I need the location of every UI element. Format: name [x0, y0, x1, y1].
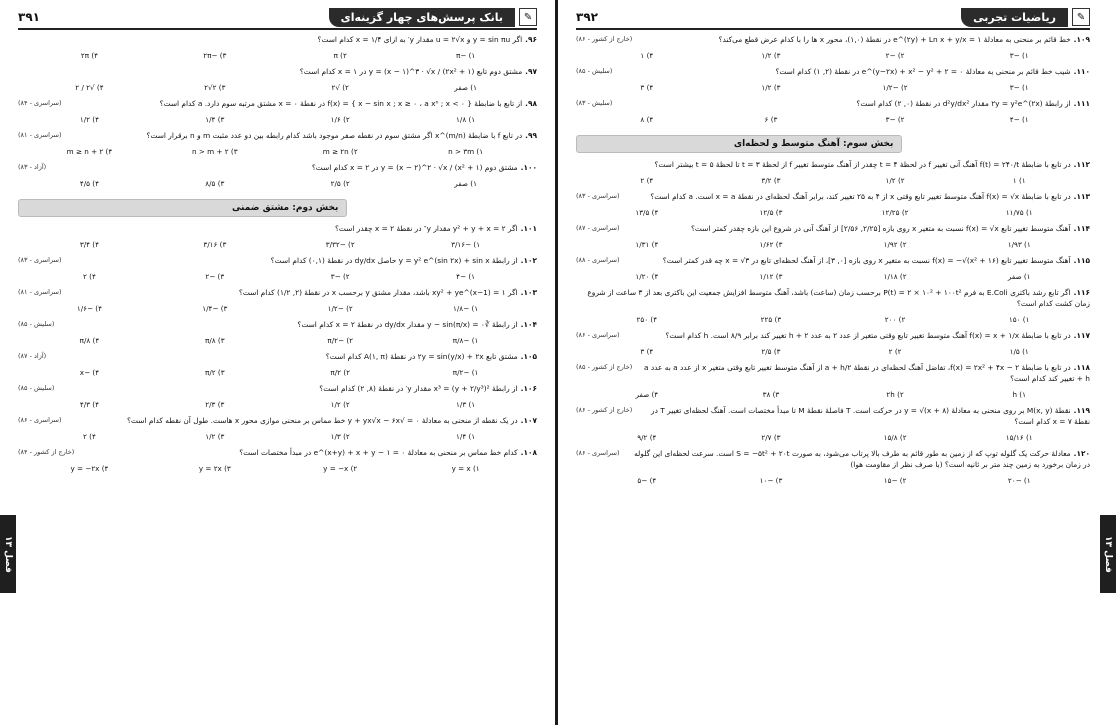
answer-option[interactable]: ۱) −۳	[1009, 51, 1029, 60]
book-logo-icon: ✎	[1072, 8, 1090, 26]
question	[576, 34, 1090, 63]
options-row	[18, 394, 537, 412]
answer-option[interactable]: ۴) ۲	[83, 432, 96, 441]
answer-option[interactable]: ۳) −۲	[205, 272, 225, 281]
question-stem	[576, 34, 1090, 45]
question-text-block	[24, 34, 537, 45]
answer-option[interactable]: ۴) ۴/۳	[79, 400, 99, 409]
question-text-block	[24, 66, 537, 77]
answer-option[interactable]: ۲) −۱۵	[883, 476, 907, 485]
options-row	[576, 427, 1090, 445]
question-number: ۱۰۵.	[520, 352, 537, 361]
answer-option[interactable]: ۳) ۶	[764, 115, 778, 124]
options-row	[576, 384, 1090, 402]
options-row	[576, 45, 1090, 63]
answer-option[interactable]: ۴) ۲	[640, 176, 654, 185]
answer-option[interactable]: ۱) ۱/۹۳	[1007, 240, 1031, 249]
question-stem	[576, 191, 1090, 202]
question-stem	[18, 66, 537, 77]
right-page-header	[576, 6, 1090, 30]
answer-option[interactable]: ۳) −۱/۴	[202, 304, 228, 313]
book-logo-icon: ✎	[519, 8, 537, 26]
question	[18, 447, 537, 476]
answer-option[interactable]: ۲) y = −x	[323, 464, 358, 473]
question	[18, 255, 537, 284]
answer-option[interactable]: ۴) π/۸	[79, 336, 100, 345]
question-stem	[576, 362, 1090, 384]
question	[18, 66, 537, 95]
options-row	[18, 458, 537, 476]
question-text: شیب خط قائم بر منحنی به معادلهٔ e^(y−۲x) + x² − y² + ۲ = ۰ در نقطهٔ (۲, ۱) کدام است؟	[775, 67, 1071, 76]
question-source: (سلیش - ۸۳)	[576, 99, 613, 107]
question-text: خط قائم بر منحنی به معادلهٔ e^(۲y) + Ln x + y/x = ۱ در نقطهٔ (۱,۰)، محور x ها را با کدام عرض قطع می‌کند؟	[718, 35, 1071, 44]
question-text: در یک نقطه از منحنی به معادلهٔ ۰ = √y + yx√x − ۶x خط مماس بر منحنی موازی محور x هاست. طول آن نقطه کدام است؟	[127, 416, 518, 425]
answer-option[interactable]: ۲) −۲	[885, 51, 905, 60]
answer-option[interactable]: ۳) ۱۲/۵	[759, 208, 783, 217]
answer-option[interactable]: ۴) ۸	[640, 115, 654, 124]
question-text-block	[638, 362, 1090, 384]
answer-option[interactable]: ۱) ۱/۳	[456, 400, 476, 409]
options-row	[18, 109, 537, 127]
question-source: (خارج از کشور - ۸۵)	[576, 363, 633, 371]
answer-option[interactable]: ۳) ۲√۲	[204, 83, 226, 92]
question-text: از تابع با ضابطهٔ f(x) = { x − sin x ; x ≥ ۰ ، a xⁿ ; x < ۰ } در نقطهٔ x = ۰ مشتق مرتبه سوم دارد. a کدام است؟	[159, 99, 523, 108]
answer-option[interactable]: ۲) ۱/۲	[330, 400, 350, 409]
question-text-block	[68, 130, 537, 141]
answer-option[interactable]: ۴) ۲	[83, 272, 96, 281]
question-stem	[18, 447, 537, 458]
answer-option[interactable]: ۲) ۱/۲	[885, 176, 905, 185]
question-number: ۱۰۸.	[520, 448, 537, 457]
answer-option[interactable]: ۱) −π	[455, 51, 476, 60]
right-page-number: ۳۹۲	[576, 10, 598, 24]
left-section-title: بخش دوم: مشتق ضمنی	[18, 199, 347, 217]
question	[18, 130, 537, 159]
right-chapter-tab: فصل ۱۳	[1100, 515, 1116, 593]
question-stem	[18, 34, 537, 45]
question-text-block	[52, 162, 537, 173]
question-source: (سلیش - ۸۵)	[18, 320, 55, 328]
answer-option[interactable]: ۲) ۱/۶	[330, 115, 350, 124]
question-source: (سراسری - ۸۶)	[18, 416, 62, 424]
question	[576, 255, 1090, 284]
options-row	[18, 234, 537, 252]
question-stem	[576, 255, 1090, 266]
question-stem	[18, 287, 537, 298]
answer-option[interactable]: ۱) صفر	[1007, 272, 1031, 281]
question-text: اگر y = sin πu و u = ۲√x مقدار y′ به ازای x = ۱/۴ کدام است؟	[317, 35, 523, 44]
options-row	[576, 266, 1090, 284]
answer-option[interactable]: ۴) ۹/۲	[637, 433, 657, 442]
question-number: ۱۱۵.	[1073, 256, 1090, 265]
answer-option[interactable]: ۳) ۱/۲	[205, 432, 225, 441]
question	[18, 351, 537, 380]
question-text-block	[24, 223, 537, 234]
answer-option[interactable]: ۴) ۳	[640, 347, 654, 356]
question-text-block	[626, 330, 1090, 341]
question-text: اگر xy² + ye^(x−1) = ۱ باشد، مقدار مشتق y برحسب x در نقطهٔ (۲, ۱/۲) کدام است؟	[238, 288, 518, 297]
answer-option[interactable]: ۳) −۲π	[203, 51, 227, 60]
answer-option[interactable]: ۴) ۲۵۰	[636, 315, 658, 324]
question	[576, 405, 1090, 445]
question-text-block	[638, 405, 1090, 427]
question-text: کدام خط مماس بر منحنی به معادلهٔ e^(x+y) + x + y − ۱ = ۰ در مبدأ مختصات است؟	[239, 448, 518, 457]
question-number: ۱۱۸.	[1073, 363, 1090, 372]
answer-option[interactable]: ۲) m ≥ ۲n	[322, 147, 358, 156]
left-page-number: ۳۹۱	[18, 10, 40, 24]
answer-option[interactable]: ۲) ۱/۳	[330, 432, 350, 441]
answer-option[interactable]: ۳) ۱/۴	[205, 115, 225, 124]
question-source: (سراسری - ۸۷)	[576, 224, 620, 232]
answer-option[interactable]: ۴) ۱/۲۰	[635, 272, 659, 281]
answer-option[interactable]: ۱) ۱/۵	[1009, 347, 1029, 356]
answer-option[interactable]: ۱) −۲۰	[1007, 476, 1031, 485]
answer-option[interactable]: ۱) ۱۵۰	[1008, 315, 1030, 324]
answer-option[interactable]: ۲) −۱/۲	[882, 83, 908, 92]
right-page	[558, 0, 1116, 725]
right-header-title: ریاضیات تجربی	[961, 8, 1068, 27]
question	[576, 191, 1090, 220]
answer-option[interactable]: ۳) ۱/۲	[761, 83, 781, 92]
question-text-block	[618, 66, 1090, 77]
question-number: ۱۱۶.	[1073, 288, 1090, 297]
answer-option[interactable]: ۴) −x	[79, 368, 100, 377]
answer-option[interactable]: ۳) ۱/۲	[761, 51, 781, 60]
question-number: ۱۰۷.	[520, 416, 537, 425]
answer-option[interactable]: ۳) n > m + ۲	[192, 147, 238, 156]
answer-option[interactable]: ۲) ۲/۵	[330, 179, 350, 188]
question-text: در تابع با ضابطهٔ f(x) = √x آهنگ متوسط تغییر تابع وقتی x از ۴ به ۲۵ تغییر کند، برابر آهنگ لحظه‌ای در نقطهٔ x = a است. a کدام است؟	[650, 192, 1071, 201]
right-questions-part1	[576, 34, 1090, 127]
question	[18, 287, 537, 316]
answer-option[interactable]: ۲) π	[333, 51, 347, 60]
question-text: در تابع f با ضابطهٔ x^(m/n) اگر مشتق سوم در نقطه صفر موجود باشد کدام رابطه بین دو عدد مثبت m و n برقرار است؟	[146, 131, 523, 140]
question-source: (آزاد - ۸۷)	[18, 352, 47, 360]
question-text-block	[626, 191, 1090, 202]
answer-option[interactable]: ۲) −۳	[330, 272, 350, 281]
question	[576, 159, 1090, 188]
question-text: مشتق دوم y = (x − ۲)^۲ · √x / (x² + ۱) در x = ۲ کدام است؟	[311, 163, 518, 172]
question-stem	[18, 319, 537, 330]
question-source: (سراسری - ۸۶)	[576, 449, 620, 457]
answer-option[interactable]: ۴) y = −۲x	[70, 464, 109, 473]
question-text: معادلهٔ حرکت یک گلوله توپ که از زمین به طور قائم به طرف بالا پرتاب می‌شود، به صورت S = −۵t² + ۲۰t است. سرعت لحظه‌ای این گلوله در زمان برخورد به زمین چند متر بر ثانیه است؟ (با صرف نظر از مقاومت هوا)	[634, 449, 1090, 469]
answer-option[interactable]: ۲) ۱۵/۸	[883, 433, 907, 442]
options-row	[576, 202, 1090, 220]
question	[576, 287, 1090, 327]
answer-option[interactable]: ۲) −۱/۲	[327, 304, 353, 313]
question-number: ۱۰۹.	[1073, 35, 1090, 44]
question-stem	[18, 255, 537, 266]
question-number: ۱۲۰.	[1073, 449, 1090, 458]
question-text: در تابع با ضابطهٔ f(x) = x + ۱/x آهنگ متوسط تغییر تابع وقتی متغیر از عدد ۲ به عدد ۲ + h تغییر کند برابر ۸/۹ است. h کدام است؟	[665, 331, 1071, 340]
question-stem	[576, 159, 1090, 170]
question-text-block	[60, 383, 537, 394]
question-text: از رابطهٔ y = y² e^(sin ۲x) + sin x حاصل dy/dx در نقطهٔ (۰,۱) کدام است؟	[270, 256, 518, 265]
options-row	[18, 173, 537, 191]
question-source: (خارج از کشور - ۸۶)	[576, 35, 633, 43]
question-stem	[576, 223, 1090, 234]
answer-option[interactable]: ۳) ۳/۱۶	[203, 240, 227, 249]
question	[18, 162, 537, 191]
left-chapter-tab: فصل ۱۳	[0, 515, 16, 593]
answer-option[interactable]: ۲) −π/۲	[327, 336, 354, 345]
question	[576, 448, 1090, 488]
question-source: (آزاد - ۸۳)	[18, 163, 47, 171]
answer-option[interactable]: ۳) ۲/۳	[205, 400, 225, 409]
answer-option[interactable]: ۳) π/۲	[205, 368, 225, 377]
question-source: (سراسری - ۸۱)	[18, 288, 62, 296]
question-stem	[18, 130, 537, 141]
question	[18, 34, 537, 63]
question-source: (سلیش - ۸۵)	[18, 384, 55, 392]
answer-option[interactable]: ۱) ۱/۴	[456, 432, 476, 441]
answer-option[interactable]: ۱) −۴	[1009, 115, 1029, 124]
answer-option[interactable]: ۱) ۱	[1012, 176, 1026, 185]
question-number: ۱۱۹.	[1073, 406, 1090, 415]
options-row	[576, 170, 1090, 188]
question	[18, 415, 537, 444]
answer-option[interactable]: ۲) π/۲	[330, 368, 350, 377]
answer-option[interactable]: ۳) ۳/۲	[761, 176, 781, 185]
question-number: ۱۱۰.	[1073, 67, 1090, 76]
options-row	[576, 341, 1090, 359]
answer-option[interactable]: ۴) صفر	[635, 390, 659, 399]
question	[576, 223, 1090, 252]
question-number: ۱۰۱.	[520, 224, 537, 233]
question-stem	[576, 287, 1090, 309]
answer-option[interactable]: ۴) ۳	[640, 83, 654, 92]
answer-option[interactable]: ۳) ۲/۷	[761, 433, 781, 442]
question-text-block	[626, 255, 1090, 266]
question-text-block	[68, 98, 537, 109]
question-stem	[576, 66, 1090, 77]
answer-option[interactable]: ۴) −۱/۶	[76, 304, 102, 313]
answer-option[interactable]: ۴) ۱/۲	[79, 115, 99, 124]
question-text-block	[626, 223, 1090, 234]
question-stem	[576, 98, 1090, 109]
options-row	[18, 45, 537, 63]
answer-option[interactable]: ۳) −۱۰	[759, 476, 783, 485]
question-text: در تابع با ضابطهٔ f(x) = ۲x² + ۴x − ۲، تفاضل آهنگ لحظه‌ای در نقطهٔ a + h/۲ از آهنگ متوسط تغییر تابع وقتی متغیر x از عدد a به عدد a + h تغییر کند کدام است؟	[643, 363, 1090, 383]
question-number: ۱۰۰.	[520, 163, 537, 172]
answer-option[interactable]: ۲) ۱۲/۲۵	[881, 208, 909, 217]
answer-option[interactable]: ۱) صفر	[454, 83, 477, 92]
question-stem	[576, 448, 1090, 470]
answer-option[interactable]: ۱) −۳/۱۶	[451, 240, 481, 249]
question-source: (سراسری - ۸۳)	[576, 192, 620, 200]
options-row	[18, 298, 537, 316]
left-page-header	[18, 6, 537, 30]
options-row	[18, 426, 537, 444]
question	[18, 383, 537, 412]
answer-option[interactable]: ۱) −۴	[456, 272, 476, 281]
question	[18, 223, 537, 252]
answer-option[interactable]: ۴) ۲π	[80, 51, 99, 60]
right-section-title: بخش سوم: آهنگ متوسط و لحظه‌ای	[576, 135, 902, 153]
question-text: از رابطهٔ x³ = (y + ۲/y³)² مقدار y′ در نقطهٔ (۸, ۲) کدام است؟	[319, 384, 518, 393]
options-row	[18, 77, 537, 95]
question-number: ۱۱۲.	[1073, 160, 1090, 169]
question-text: آهنگ متوسط تغییر تابع f(x) = −√(x² + ۱۶) نسبت به متغیر x روی بازه [۰, ۳]، از آهنگ لحظه‌ای تابع در x = √۳ چه قدر کمتر است؟	[662, 256, 1071, 265]
question-text: از رابطهٔ ۲y = y²e^(۲x) مقدار d²y/dx² در نقطهٔ (۰, ۲) کدام است؟	[856, 99, 1071, 108]
question	[576, 362, 1090, 402]
question-stem	[18, 98, 537, 109]
question-source: (خارج از کشور - ۸۶)	[576, 406, 633, 414]
answer-option[interactable]: ۲) −۳/۳۲	[325, 240, 355, 249]
options-row	[576, 77, 1090, 95]
question-text-block	[638, 34, 1090, 45]
question-stem	[576, 330, 1090, 341]
question-number: ۹۷.	[525, 67, 537, 76]
answer-option[interactable]: ۱) −π/۲	[452, 368, 479, 377]
question-stem	[18, 162, 537, 173]
question-stem	[18, 415, 537, 426]
question-number: ۱۰۴.	[520, 320, 537, 329]
left-questions-part1	[18, 34, 537, 191]
answer-option[interactable]: ۲) ۱/۹۲	[883, 240, 907, 249]
question	[18, 98, 537, 127]
answer-option[interactable]: ۳) ۱/۶۲	[759, 240, 783, 249]
options-row	[18, 141, 537, 159]
answer-option[interactable]: ۴) ۱۳/۵	[635, 208, 659, 217]
answer-option[interactable]: ۳) π/۸	[205, 336, 225, 345]
question	[576, 98, 1090, 127]
question-text: از رابطهٔ ∛y − sin(π/x) = ۰ مقدار dy/dx در نقطهٔ x = ۲ کدام است؟	[297, 320, 518, 329]
question-text-block	[68, 415, 537, 426]
question-text-block	[60, 319, 537, 330]
question-text-block	[68, 287, 537, 298]
question-number: ۱۱۷.	[1073, 331, 1090, 340]
answer-option[interactable]: ۴) ۴/۵	[79, 179, 99, 188]
question-text-block	[80, 447, 537, 458]
answer-option[interactable]: ۱) −۳	[1009, 83, 1029, 92]
question-number: ۱۰۶.	[520, 384, 537, 393]
question-source: (خارج از کشور - ۸۴)	[18, 448, 75, 456]
question	[576, 66, 1090, 95]
answer-option[interactable]: ۲) ۲	[888, 347, 902, 356]
answer-option[interactable]: ۴) √۲ / ۲	[75, 83, 104, 92]
answer-option[interactable]: ۳) ۲/۵	[761, 347, 781, 356]
question-text: در تابع با ضابطهٔ f(t) = ۲۴۰/t آهنگ آنی تغییر f در لحظهٔ t = ۴ چقدر از آهنگ متوسط تغییر f از لحظهٔ t = ۳ تا لحظهٔ t = ۵ بیشتر است؟	[654, 160, 1071, 169]
question-text: نقطهٔ M(x, y) بر روی منحنی به معادلهٔ y = √(x + ۸) در حرکت است. T فاصلهٔ نقطهٔ M تا مبدأ مختصات است. آهنگ لحظه‌ای تغییر T در نقطهٔ x = ۷ کدام است؟	[651, 406, 1090, 426]
question-number: ۱۰۲.	[520, 256, 537, 265]
question-text-block	[582, 159, 1090, 170]
answer-option[interactable]: ۱) صفر	[454, 179, 477, 188]
question-source: (سلیش - ۸۵)	[576, 67, 613, 75]
question-text: مشتق دوم تابع y = (x − ۱)^۳ · √x / (۲x² + ۱) در x = ۱ کدام است؟	[299, 67, 523, 76]
answer-option[interactable]: ۱) n > ۳m	[448, 147, 484, 156]
answer-option[interactable]: ۲) ۲h	[886, 390, 904, 399]
answer-option[interactable]: ۱) −۱/۸	[453, 304, 479, 313]
question-stem	[18, 383, 537, 394]
answer-option[interactable]: ۲) ۱/۱۸	[883, 272, 907, 281]
answer-option[interactable]: ۱) y = x	[451, 464, 480, 473]
question-source: (سراسری - ۸۳)	[18, 256, 62, 264]
question-stem	[576, 405, 1090, 427]
answer-option[interactable]: ۱) ۱۵/۱۶	[1005, 433, 1033, 442]
question-number: ۱۱۴.	[1073, 224, 1090, 233]
answer-option[interactable]: ۲) −۳	[885, 115, 905, 124]
answer-option[interactable]: ۲) ۲۰۰	[884, 315, 906, 324]
answer-option[interactable]: ۴) m ≥ n + ۲	[66, 147, 113, 156]
question-number: ۹۸.	[525, 99, 537, 108]
answer-option[interactable]: ۲) √۲	[331, 83, 349, 92]
options-row	[576, 470, 1090, 488]
question-source: (سراسری - ۸۴)	[18, 99, 62, 107]
left-header-title: بانک پرسش‌های چهار گزینه‌ای	[329, 8, 515, 27]
options-row	[18, 362, 537, 380]
question-text: اگر تابع رشد باکتری E.Coli به فرم P(t) = ۲ × ۱۰² + ۱۰۰t² برحسب زمان (ساعت) باشد، آهنگ متوسط افزایش جمعیت این باکتری بعد از ۳ ساعت از شروع زمان کشت کدام است؟	[587, 288, 1090, 308]
question-text-block	[582, 287, 1090, 309]
answer-option[interactable]: ۱) ۱/۸	[456, 115, 476, 124]
question-source: (سراسری - ۸۶)	[576, 331, 620, 339]
options-row	[18, 330, 537, 348]
answer-option[interactable]: ۳) ۳۸	[762, 390, 780, 399]
answer-option[interactable]: ۳) y = ۲x	[198, 464, 231, 473]
question-number: ۹۹.	[525, 131, 537, 140]
question-number: ۱۰۳.	[520, 288, 537, 297]
question-number: ۱۱۳.	[1073, 192, 1090, 201]
options-row	[576, 109, 1090, 127]
options-row	[18, 266, 537, 284]
question-source: (سراسری - ۸۸)	[576, 256, 620, 264]
question-text-block	[68, 255, 537, 266]
left-questions-part2	[18, 223, 537, 476]
question-text: آهنگ متوسط تغییر تابع f(x) = √x نسبت به متغیر x روی بازه [۲/۲۵, ۲/۵۶] از آهنگ آنی در شروع این بازه چقدر کمتر است؟	[690, 224, 1071, 233]
answer-option[interactable]: ۴) ۳/۴	[79, 240, 99, 249]
question-text: اگر y² + y + x = ۲ مقدار y″ در نقطهٔ x = ۲ چقدر است؟	[334, 224, 518, 233]
question-text-block	[626, 448, 1090, 470]
answer-option[interactable]: ۳) ۲۲۵	[760, 315, 782, 324]
answer-option[interactable]: ۳) ۱/۱۲	[759, 272, 783, 281]
question	[18, 319, 537, 348]
question-text: مشتق تابع ۲y = sin(y/x) + ۲x در نقطهٔ A(۱, π) کدام است؟	[325, 352, 518, 361]
question-stem	[18, 351, 537, 362]
question-text-block	[618, 98, 1090, 109]
answer-option[interactable]: ۴) ۱	[640, 51, 654, 60]
options-row	[576, 309, 1090, 327]
answer-option[interactable]: ۱) h	[1012, 390, 1026, 399]
question-text-block	[52, 351, 537, 362]
question-number: ۹۶.	[525, 35, 537, 44]
answer-option[interactable]: ۳) ۸/۵	[205, 179, 225, 188]
answer-option[interactable]: ۱) ۱۱/۷۵	[1005, 208, 1033, 217]
answer-option[interactable]: ۴) ۱/۳۱	[635, 240, 659, 249]
options-row	[576, 234, 1090, 252]
question-number: ۱۱۱.	[1073, 99, 1090, 108]
question-source: (سراسری - ۸۱)	[18, 131, 62, 139]
answer-option[interactable]: ۱) −π/۸	[452, 336, 479, 345]
question	[576, 330, 1090, 359]
right-questions-part2	[576, 159, 1090, 488]
answer-option[interactable]: ۴) −۵	[637, 476, 657, 485]
question-stem	[18, 223, 537, 234]
